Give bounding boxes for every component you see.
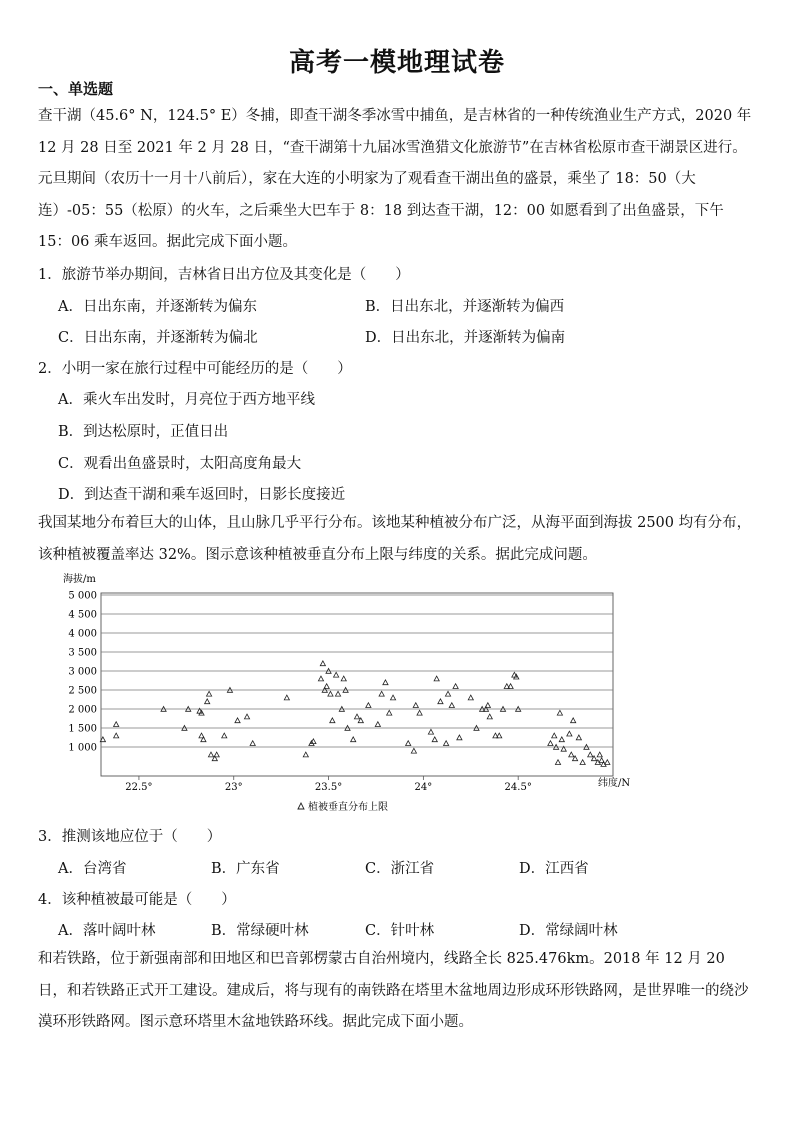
data-point [235,718,240,723]
y-tick-label: 1 500 [68,723,97,735]
data-point [605,760,610,765]
data-point [453,684,458,689]
data-point [383,680,388,685]
y-tick-label: 3 500 [68,647,97,659]
data-point [449,703,454,708]
data-point [497,733,502,738]
x-tick-label: 24.5° [504,782,532,793]
data-point [214,752,219,757]
x-tick-label: 22.5° [125,782,153,793]
data-point [588,752,593,757]
data-point [205,699,210,704]
data-point [557,710,562,715]
data-point [438,699,443,704]
legend-marker [298,803,304,809]
question-4-stem: 4．该种植被最可能是（ ） [38,892,236,908]
data-point [428,729,433,734]
question-1-option-b: B．日出东北，并逐渐转为偏西 [365,299,565,315]
data-point [432,737,437,742]
data-point [330,718,335,723]
data-point [569,752,574,757]
y-tick-label: 3 000 [68,666,97,678]
passage-chaganhu: 查干湖（45.6° N，124.5° E）冬捕，即查干湖冬季冰雪中捕鱼，是吉林省的一种传统渔业生产方式，2020 年 12 月 28 日至 2021 年 2 月 28 日，“查干湖第十九届冰雪渔猎文化旅游节”在吉林省松原市查干湖景区进行。元旦期间（农历十一月十八前后），家在大连的小明家为了观看查干湖出鱼的盛景，乘坐了 18：50（大连）-05：55（松原）的火车，之后乘坐大巴车于 8：18 到达查干湖，12：00 如愿看到了出鱼盛景，下午 15：06 乘车返回。据此完成下面小题。 [38,108,752,250]
question-4-option-a: A．落叶阔叶林 [58,923,156,939]
data-point [487,714,492,719]
data-point [351,737,356,742]
data-point [457,735,462,740]
data-point [468,695,473,700]
x-tick-label: 23° [224,782,243,793]
y-tick-label: 5 000 [68,590,97,602]
data-point [320,661,325,666]
data-point [324,684,329,689]
question-1-option-c: C．日出东南，并逐渐转为偏北 [58,330,258,346]
question-3-option-a: A．台湾省 [58,861,127,877]
y-tick-label: 4 500 [68,609,97,621]
question-3-option-b: B．广东省 [211,861,280,877]
data-point [328,691,333,696]
question-2-option-d: D．到达查干湖和乘车返回时，日影长度接近 [58,487,346,503]
question-1-stem: 1．旅游节举办期间，吉林省日出方位及其变化是（ ） [38,267,410,283]
data-point [114,733,119,738]
data-point [552,733,557,738]
x-tick-label: 24° [414,782,433,793]
data-point [548,741,553,746]
data-point [567,731,572,736]
question-2-stem: 2．小明一家在旅行过程中可能经历的是（ ） [38,361,352,377]
question-3-stem: 3．推测该地应位于（ ） [38,829,222,845]
data-point [390,695,395,700]
data-point [334,672,339,677]
data-point [445,691,450,696]
question-2-option-b: B．到达松原时，正值日出 [58,424,229,440]
vegetation-scatter-chart [55,570,640,815]
page-title: 高考一模地理试卷 [288,48,505,78]
question-1-option-d: D．日出东北，并逐渐转为偏南 [365,330,566,346]
data-point [444,741,449,746]
data-point [413,703,418,708]
data-point [571,718,576,723]
data-point [379,691,384,696]
y-tick-label: 2 000 [68,704,97,716]
question-2-option-a: A．乘火车出发时，月亮位于西方地平线 [58,392,315,408]
data-point [417,710,422,715]
data-point [559,737,564,742]
data-point [335,691,340,696]
data-point [208,752,213,757]
chart-xlabel: 纬度/N [598,778,631,789]
data-point [114,722,119,727]
passage-railway: 和若铁路，位于新强南部和田地区和巴音郭楞蒙古自治州境内，线路全长 825.476km。2018 年 12 月 20 日，和若铁路正式开工建设。建成后，将与现有的南铁路在塔里木盆地周边形成环形铁路网，是世界唯一的绕沙漠环形铁路网。图示意环塔里木盆地铁路环线。据此完成下面小题。 [38,951,749,1030]
data-point [434,676,439,681]
question-4-option-c: C．针叶林 [365,923,435,939]
data-point [244,714,249,719]
data-point [387,710,392,715]
y-tick-label: 4 000 [68,628,97,640]
data-point [206,691,211,696]
data-point [341,676,346,681]
data-point [375,722,380,727]
data-point [406,741,411,746]
question-3-option-d: D．江西省 [519,861,589,877]
data-point [508,684,513,689]
chart-legend: 植被垂直分布上限 [308,802,388,813]
y-tick-label: 2 500 [68,685,97,697]
chart-ylabel: 海拔/m [63,574,96,585]
data-point [576,735,581,740]
data-point [284,695,289,700]
question-1-option-a: A．日出东南，并逐渐转为偏东 [58,299,257,315]
question-4-option-b: B．常绿硬叶林 [211,923,309,939]
data-point [555,760,560,765]
plot-frame [101,593,613,776]
data-point [597,752,602,757]
passage-vegetation: 我国某地分布着巨大的山体，且山脉几乎平行分布。该地某种植被分布广泛，从海平面到海拔 2500 均有分布，该种植被覆盖率达 32%。图示意该种植被垂直分布上限与纬度的关系。据此完成问题。 [38,515,752,563]
data-point [580,760,585,765]
y-tick-label: 1 000 [68,742,97,754]
data-point [250,741,255,746]
data-point [366,703,371,708]
data-point [222,733,227,738]
question-3-option-c: C．浙江省 [365,861,435,877]
data-point [303,752,308,757]
data-point [485,703,490,708]
data-point [318,676,323,681]
question-4-option-d: D．常绿阔叶林 [519,923,618,939]
data-point [411,748,416,753]
question-2-option-c: C．观看出鱼盛景时，太阳高度角最大 [58,456,302,472]
x-tick-label: 23.5° [314,782,343,793]
data-point [354,714,359,719]
section-heading: 一、单选题 [38,80,114,98]
